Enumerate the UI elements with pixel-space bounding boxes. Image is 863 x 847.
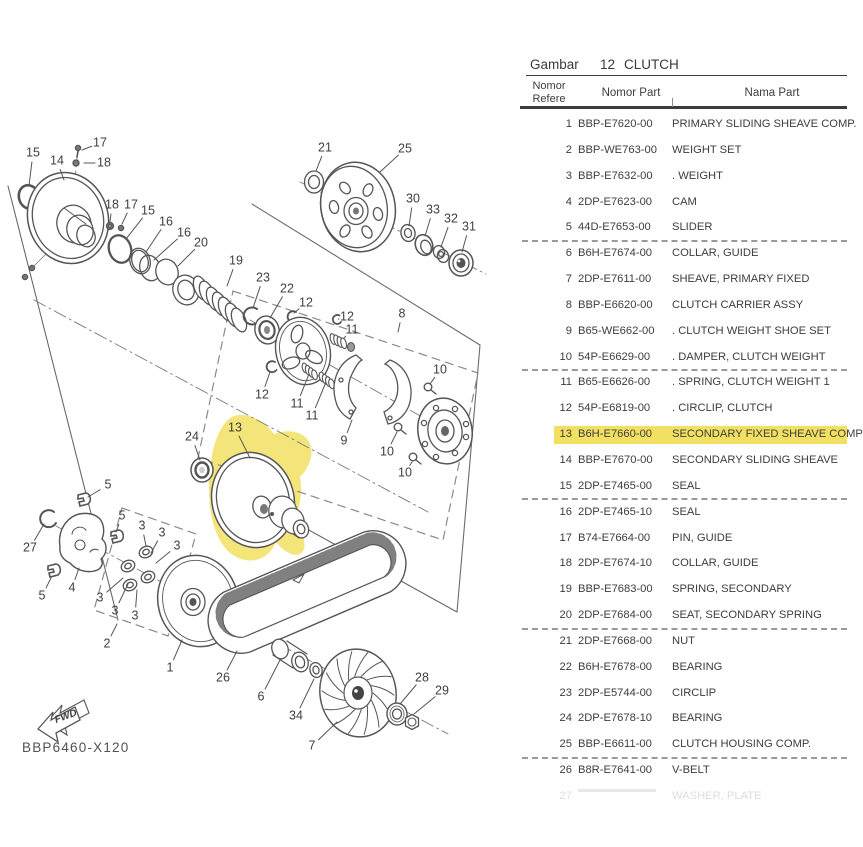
callout-leader [29, 162, 32, 186]
row-part-name: . SPRING, CLUTCH WEIGHT 1 [672, 376, 830, 389]
row-part-number: BBP-E7632-00 [578, 169, 653, 182]
row-part-name: SEAL [672, 479, 701, 492]
row-part-name: WASHER, PLATE [672, 790, 762, 803]
row-part-number: 2DP-E7678-10 [578, 712, 653, 725]
callout-number-6: 6 [257, 689, 265, 704]
callout-number-27: 27 [23, 540, 37, 555]
fwd-arrow [38, 700, 89, 742]
table-row [520, 474, 847, 500]
illegible-part-number [578, 789, 656, 792]
callout-leader [227, 651, 237, 670]
table-row [520, 215, 847, 241]
callout-leader [265, 372, 270, 386]
column-header-part: Nomor Part [601, 87, 661, 99]
callout-leader [398, 323, 400, 332]
row-part-number: 54P-E6819-00 [578, 402, 651, 415]
table-row [520, 267, 847, 293]
fwd-label: FWD [53, 707, 79, 726]
callout-number-18: 18 [105, 197, 119, 212]
row-part-name: V-BELT [672, 764, 710, 777]
table-row [520, 500, 847, 526]
part-8-carrier-hub [413, 394, 478, 468]
row-part-name: SEAL [672, 505, 701, 518]
callout-number-2: 2 [103, 636, 111, 651]
callout-number-10: 10 [433, 362, 447, 377]
callout-number-9: 9 [340, 433, 348, 448]
callout-number-25: 25 [398, 141, 412, 156]
callout-number-4: 4 [68, 580, 76, 595]
table-title [520, 57, 847, 75]
row-part-name: BEARING [672, 712, 723, 725]
callout-leader [409, 208, 412, 226]
callout-leader [35, 524, 44, 540]
callout-leader [265, 660, 280, 689]
diagram-code: BBP6460-X120 [22, 740, 130, 755]
table-row [520, 551, 847, 577]
row-part-number: BBP-E6620-00 [578, 298, 653, 311]
callout-number-1: 1 [166, 660, 174, 675]
row-part-number: B65-E6626-00 [578, 376, 651, 389]
table-row [520, 681, 847, 707]
callout-number-26: 26 [216, 670, 230, 685]
table-row [520, 241, 847, 267]
title-label: Gambar [530, 57, 579, 72]
callout-number-23: 23 [256, 270, 270, 285]
callout-leader [136, 590, 137, 607]
row-part-number: BBP-E7683-00 [578, 583, 653, 596]
row-ref: 23 [559, 686, 572, 699]
callout-number-18: 18 [97, 155, 111, 170]
row-part-number: B8R-E7641-00 [578, 764, 653, 777]
callout-leader [174, 640, 182, 660]
row-ref: 16 [559, 505, 572, 518]
row-part-name: SECONDARY FIXED SHEAVE COMP [672, 428, 863, 441]
row-ref: 1 [565, 118, 572, 130]
callout-number-32: 32 [444, 211, 458, 226]
callout-number-10: 10 [398, 465, 412, 480]
callout-number-12: 12 [299, 295, 313, 310]
callout-leader [430, 377, 435, 384]
callout-leader [316, 156, 322, 171]
row-part-number: B74-E7664-00 [578, 531, 651, 544]
row-part-name: SPRING, SECONDARY [672, 583, 792, 596]
table-row [520, 448, 847, 474]
callout-leader [126, 218, 142, 239]
row-part-name: . CIRCLIP, CLUTCH [672, 402, 773, 415]
table-row [520, 190, 847, 216]
row-ref: 18 [559, 557, 572, 570]
callout-number-7: 7 [308, 738, 316, 753]
part-27-circlip [40, 510, 56, 527]
row-ref: 17 [559, 531, 572, 544]
callout-number-33: 33 [426, 202, 440, 217]
callout-number-3: 3 [96, 590, 104, 605]
callout-leader [391, 432, 397, 444]
row-part-name: SLIDER [672, 221, 713, 234]
callout-leader [318, 722, 337, 740]
callout-number-16: 16 [159, 214, 173, 229]
part-31-bearing [449, 250, 473, 276]
callout-leader [110, 214, 111, 222]
part-7-primary-fixed-sheave-fan [313, 643, 403, 743]
row-part-name: SECONDARY SLIDING SHEAVE [672, 453, 838, 466]
table-row [520, 732, 847, 758]
table-row [520, 319, 847, 345]
table-row [520, 112, 857, 138]
table-row [520, 603, 847, 629]
row-part-number: BBP-E7620-00 [578, 118, 653, 130]
header-column-tick [672, 98, 673, 107]
callout-number-12: 12 [255, 387, 269, 402]
part-33-washer [412, 232, 435, 258]
part-29-nut [406, 715, 419, 730]
part-30-nut [399, 223, 416, 243]
row-part-number: 2DP-E7465-00 [578, 479, 653, 492]
callout-number-13: 13 [228, 420, 242, 435]
column-header-name: Nama Part [744, 87, 800, 99]
row-ref: 22 [559, 660, 572, 673]
row-part-name: CAM [672, 195, 697, 208]
callout-number-5: 5 [38, 588, 46, 603]
callout-number-15: 15 [141, 203, 155, 218]
row-part-number: 54P-E6629-00 [578, 350, 651, 363]
row-part-number: 2DP-E7611-00 [578, 273, 652, 286]
callout-leader [380, 155, 398, 172]
row-ref: 5 [565, 221, 572, 234]
row-ref: 2 [565, 143, 572, 156]
callout-leader [344, 336, 346, 338]
header-rule [520, 106, 847, 109]
row-part-name: COLLAR, GUIDE [672, 247, 759, 260]
column-header-ref: Nomor Refere [532, 80, 566, 105]
row-part-number: B65-WE662-00 [578, 324, 655, 337]
callout-number-24: 24 [185, 429, 199, 444]
callout-number-19: 19 [229, 253, 243, 268]
table-row [520, 526, 847, 552]
part-15-16-seals [105, 232, 163, 283]
callout-leader [178, 249, 195, 266]
row-part-name: PRIMARY SLIDING SHEAVE COMP. [672, 118, 857, 130]
row-ref: 6 [565, 247, 572, 260]
callout-number-17: 17 [124, 197, 138, 212]
callout-number-5: 5 [104, 477, 112, 492]
callout-number-28: 28 [415, 670, 429, 685]
table-row [520, 577, 847, 603]
callout-leader [347, 420, 352, 433]
callout-number-20: 20 [194, 235, 208, 250]
row-ref: 25 [559, 738, 572, 751]
row-part-number: B6H-E7678-00 [578, 660, 653, 673]
callout-leader [144, 535, 146, 546]
row-part-name: SHEAVE, PRIMARY FIXED [672, 273, 810, 286]
callout-leader [82, 146, 92, 150]
row-part-name: SEAT, SECONDARY SPRING [672, 609, 822, 622]
callout-number-34: 34 [289, 708, 303, 723]
row-ref: 11 [560, 376, 572, 389]
row-ref: 26 [559, 764, 572, 777]
callout-number-3: 3 [173, 538, 181, 553]
callout-leader [75, 568, 79, 580]
row-ref: 10 [559, 350, 572, 363]
row-part-number: 2DP-E7684-00 [578, 609, 653, 622]
callout-leader [156, 552, 170, 563]
row-part-name: CLUTCH HOUSING COMP. [672, 738, 812, 751]
row-ref: 7 [565, 273, 572, 286]
table-row [520, 164, 847, 190]
row-ref: 14 [559, 453, 572, 466]
row-part-number: 2DP-E5744-00 [578, 686, 653, 699]
row-part-number: 2DP-E7668-00 [578, 634, 653, 647]
row-ref: 13 [559, 428, 572, 441]
row-ref: 8 [565, 298, 572, 311]
row-part-name: PIN, GUIDE [672, 531, 733, 544]
title-name: CLUTCH [624, 57, 679, 72]
callout-number-17: 17 [93, 135, 107, 150]
row-part-name: BEARING [672, 660, 723, 673]
row-part-number: 2DP-E7623-00 [578, 195, 653, 208]
row-ref: 21 [559, 634, 572, 647]
callout-leader [425, 219, 430, 236]
callout-leader [300, 679, 314, 708]
row-part-name: COLLAR, GUIDE [672, 557, 759, 570]
table-rows [520, 112, 863, 803]
callout-number-3: 3 [158, 525, 166, 540]
callout-number-11: 11 [290, 396, 304, 411]
callout-leader [154, 239, 177, 260]
row-part-name: . CLUTCH WEIGHT SHOE SET [672, 324, 831, 337]
row-part-name: NUT [672, 634, 695, 647]
row-ref: 15 [559, 479, 572, 492]
table-row [520, 706, 847, 732]
row-part-number: BBP-E7670-00 [578, 453, 653, 466]
row-part-number: BBP-E6611-00 [578, 738, 652, 751]
callout-number-30: 30 [406, 191, 420, 206]
callout-leader [111, 624, 117, 636]
table-row-clipped [520, 784, 847, 803]
callout-number-10: 10 [380, 444, 394, 459]
row-part-name: CIRCLIP [672, 686, 717, 699]
callout-leader [414, 697, 435, 714]
callout-number-31: 31 [462, 219, 476, 234]
callout-number-16: 16 [177, 225, 191, 240]
callout-leader [462, 236, 467, 252]
callout-number-3: 3 [111, 603, 119, 618]
part-21-nut [305, 171, 324, 193]
row-ref: 27 [559, 790, 572, 803]
table-row [520, 370, 847, 396]
callout-leader [88, 490, 100, 497]
row-ref: 20 [559, 609, 572, 622]
row-part-number: 2DP-E7674-10 [578, 557, 653, 570]
callout-number-3: 3 [131, 608, 139, 623]
callout-number-15: 15 [26, 145, 40, 160]
row-part-name: . DAMPER, CLUTCH WEIGHT [672, 350, 826, 363]
part-4-cam [60, 513, 107, 571]
title-rule [526, 75, 847, 76]
row-part-number: 44D-E7653-00 [578, 221, 651, 234]
row-ref: 12 [559, 402, 572, 415]
callout-number-22: 22 [280, 281, 294, 296]
callout-leader [253, 287, 260, 308]
callout-leader [146, 229, 161, 252]
part-24-bearing [191, 458, 213, 482]
part-14-secondary-sliding-sheave [16, 162, 121, 274]
table-row [520, 422, 863, 448]
callout-number-21: 21 [318, 140, 332, 155]
table-row [520, 345, 847, 371]
callout-leader [46, 578, 51, 588]
row-part-name: WEIGHT SET [672, 143, 742, 156]
callout-number-5: 5 [118, 508, 126, 523]
callout-number-14: 14 [50, 153, 64, 168]
row-ref: 3 [565, 169, 572, 182]
part-19-secondary-spring [190, 274, 249, 334]
callout-leader [400, 685, 416, 704]
table-row [520, 629, 847, 655]
parts-table-panel [520, 0, 863, 847]
callout-leader [315, 382, 326, 408]
row-part-number: 2DP-E7465-10 [578, 505, 653, 518]
row-part-number: BBP-WE763-00 [578, 143, 657, 156]
table-row [520, 138, 847, 164]
callout-number-11: 11 [305, 408, 319, 423]
title-number: 12 [600, 57, 616, 72]
row-part-name: CLUTCH CARRIER ASSY [672, 298, 804, 311]
callout-number-11: 11 [345, 322, 359, 337]
callout-number-8: 8 [398, 306, 406, 321]
row-part-number: B6H-E7674-00 [578, 247, 653, 260]
callout-leader [441, 227, 448, 247]
part-25-clutch-housing [312, 155, 403, 258]
row-part-number: B6H-E7660-00 [578, 428, 653, 441]
table-row [520, 293, 847, 319]
row-ref: 19 [559, 583, 572, 596]
callout-number-3: 3 [138, 518, 146, 533]
table-row [520, 758, 847, 784]
table-row [520, 655, 847, 681]
table-row [520, 396, 847, 422]
row-ref: 4 [565, 195, 572, 208]
callout-number-29: 29 [435, 683, 449, 698]
row-ref: 24 [559, 712, 572, 725]
row-part-name: . WEIGHT [672, 169, 723, 182]
callout-leader [227, 269, 233, 286]
callout-leader [151, 541, 158, 553]
callout-number-12: 12 [340, 309, 354, 324]
callout-leader [122, 213, 127, 224]
row-ref: 9 [565, 324, 572, 337]
part-3-weight-rollers [119, 544, 156, 593]
